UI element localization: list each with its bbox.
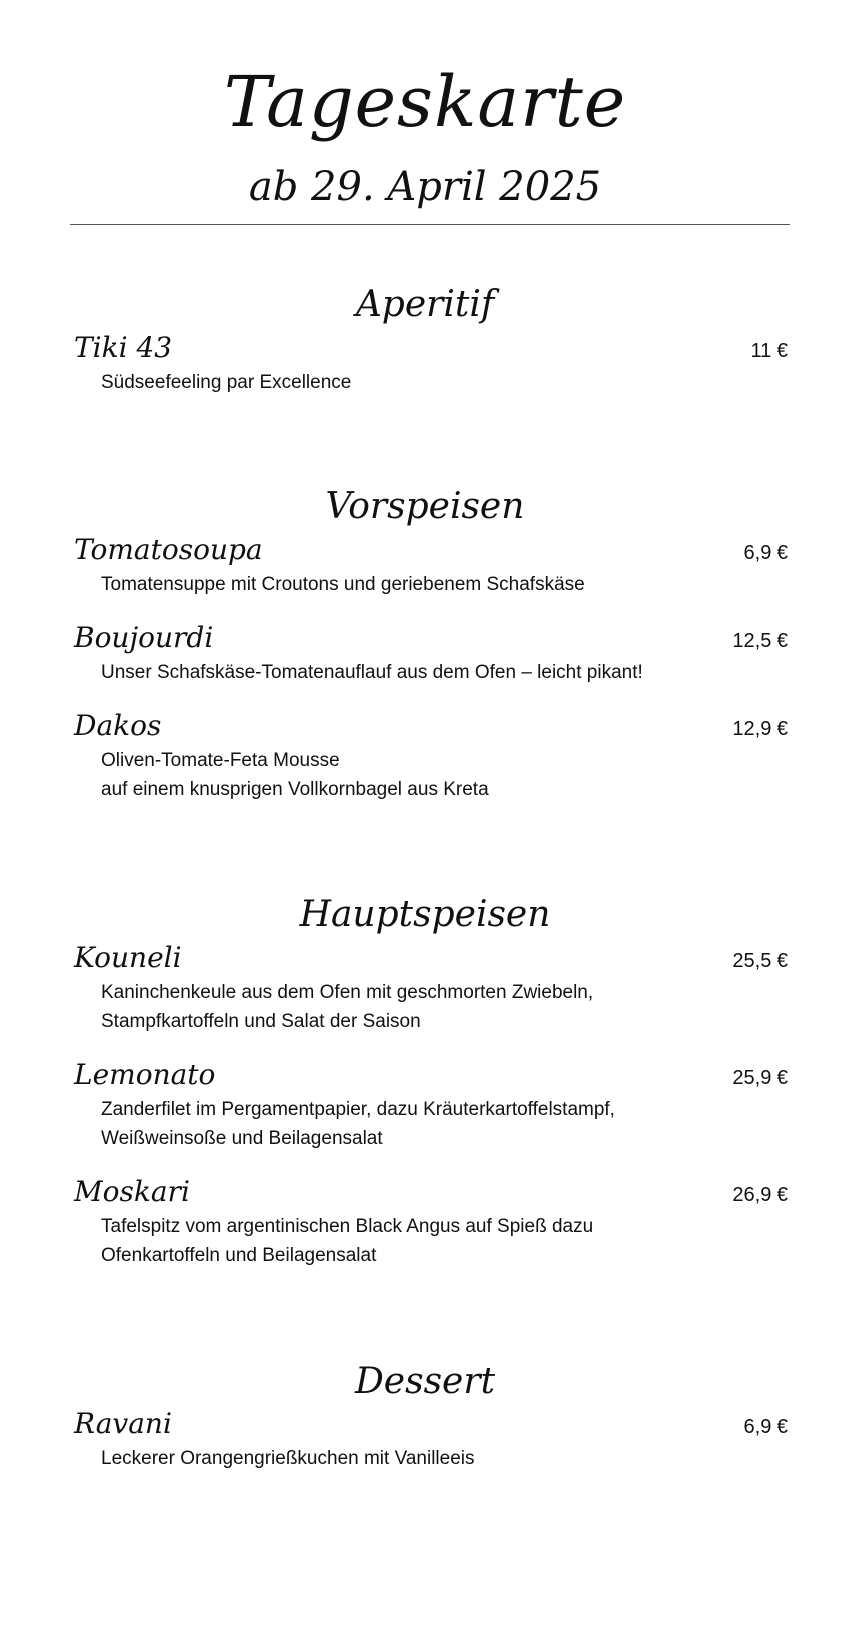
dish-name: Dakos	[74, 709, 162, 742]
dish-description: Kaninchenkeule aus dem Ofen mit geschmorten Zwiebeln, Stampfkartoffeln und Salat der Saison	[101, 982, 594, 1032]
dish-description: Zanderfilet im Pergamentpapier, dazu Kräuterkartoffelstampf, Weißweinsoße und Beilagensalat	[101, 1099, 615, 1149]
dish-price: 25,5 €	[732, 950, 788, 972]
title-divider	[70, 224, 790, 225]
dish-price: 12,5 €	[732, 630, 788, 652]
dish-description: Südseefeeling par Excellence	[101, 372, 352, 393]
section-heading-aperitif: Aperitif	[355, 284, 495, 325]
section-heading-vorspeisen: Vorspeisen	[325, 486, 525, 527]
dish-name: Tiki 43	[74, 331, 173, 364]
dish-description: Tomatensuppe mit Croutons und geriebenem Schafskäse	[101, 574, 585, 595]
dish-description: Unser Schafskäse-Tomatenauflauf aus dem Ofen – leicht pikant!	[101, 662, 643, 683]
dish-price: 26,9 €	[732, 1184, 788, 1206]
dish-price: 25,9 €	[732, 1067, 788, 1089]
dish-price: 6,9 €	[743, 542, 788, 564]
section-heading-hauptspeisen: Hauptspeisen	[299, 894, 551, 935]
dish-name: Lemonato	[74, 1058, 216, 1091]
dish-name: Ravani	[74, 1407, 172, 1440]
dish-description: Leckerer Orangengrießkuchen mit Vanilleeis	[101, 1448, 475, 1469]
dish-name: Tomatosoupa	[74, 533, 263, 566]
dish-name: Kouneli	[74, 941, 182, 974]
dish-description: Tafelspitz vom argentinischen Black Angus auf Spieß dazu Ofenkartoffeln und Beilagensalat	[101, 1216, 594, 1266]
dish-price: 11 €	[750, 340, 788, 362]
dish-price: 6,9 €	[743, 1416, 788, 1438]
dish-name: Moskari	[74, 1175, 190, 1208]
dish-description: Oliven-Tomate-Feta Mousse auf einem knusprigen Vollkornbagel aus Kreta	[101, 750, 489, 800]
page-subtitle: ab 29. April 2025	[248, 164, 602, 210]
dish-price: 12,9 €	[732, 718, 788, 740]
page-title: Tageskarte	[223, 61, 627, 143]
section-heading-dessert: Dessert	[354, 1361, 496, 1402]
dish-name: Boujourdi	[74, 621, 214, 654]
